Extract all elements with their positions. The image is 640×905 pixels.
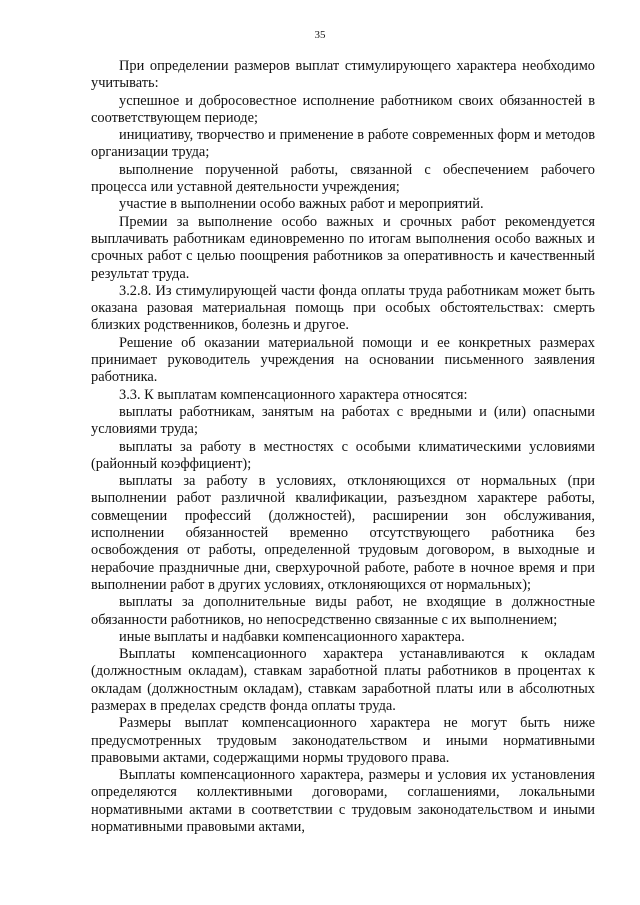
paragraph: При определении размеров выплат стимулирующего характера необходимо учитывать:: [91, 58, 595, 92]
paragraph: Выплаты компенсационного характера устанавливаются к окладам (должностным окладам), ставкам заработной платы работников в процентах к окладам (должностным окладам), ставкам заработной платы или в абсолютных размерах в пределах средств фонда оплаты труда.: [91, 646, 595, 714]
paragraph: Выплаты компенсационного характера, размеры и условия их установления определяются коллективными договорами, соглашениями, локальными нормативными актами в соответствии с трудовым законодательством и иными нормативными правовыми актами,: [91, 767, 595, 836]
paragraph: Размеры выплат компенсационного характера не могут быть ниже предусмотренных трудовым законодательством и иными нормативными правовыми актами, содержащими нормы трудового права.: [91, 715, 595, 766]
paragraph: выплаты за работу в местностях с особыми климатическими условиями (районный коэффициент);: [91, 438, 595, 472]
paragraph: выплаты за дополнительные виды работ, не входящие в должностные обязанности работников, но непосредственно связанные с их выполнением;: [91, 594, 595, 628]
paragraph: инициативу, творчество и применение в работе современных форм и методов организации труда;: [91, 127, 595, 161]
paragraph: успешное и добросовестное исполнение работником своих обязанностей в соответствующем периоде;: [91, 92, 595, 126]
paragraph: выплаты работникам, занятым на работах с вредными и (или) опасными условиями труда;: [91, 403, 595, 438]
paragraph: участие в выполнении особо важных работ и мероприятий.: [119, 196, 484, 213]
page-number: 35: [314, 29, 326, 41]
paragraph: 3.2.8. Из стимулирующей части фонда оплаты труда работникам может быть оказана разовая материальная помощь при особых обстоятельствах: смерть близких родственников, болезнь и другое.: [91, 282, 595, 334]
paragraph: 3.3. К выплатам компенсационного характера относятся:: [119, 386, 468, 403]
paragraph: выплаты за работу в условиях, отклоняющихся от нормальных (при выполнении работ различной квалификации, разъездном характере работы, совмещении профессий (должностей), расширении зон обслуживания, исполнении обязанностей временно отсутствующего работника без освобождения от работы, определенной трудовым договором, в выходные и нерабочие праздничные дни, сверхурочной работе, работе в ночное время и при выполнении работ в других условиях, отклоняющихся от нормальных);: [91, 473, 595, 593]
paragraph: иные выплаты и надбавки компенсационного характера.: [119, 628, 465, 645]
paragraph: Решение об оказании материальной помощи и ее конкретных размерах принимает руководитель учреждения на основании письменного заявления работника.: [91, 334, 595, 386]
paragraph: Премии за выполнение особо важных и срочных работ рекомендуется выплачивать работникам единовременно по итогам выполнения особо важных и срочных работ с целью поощрения работников за оперативность и качественный результат труда.: [91, 213, 595, 282]
paragraph: выполнение порученной работы, связанной с обеспечением рабочего процесса или уставной деятельности учреждения;: [91, 161, 595, 196]
document-body: [91, 58, 595, 836]
